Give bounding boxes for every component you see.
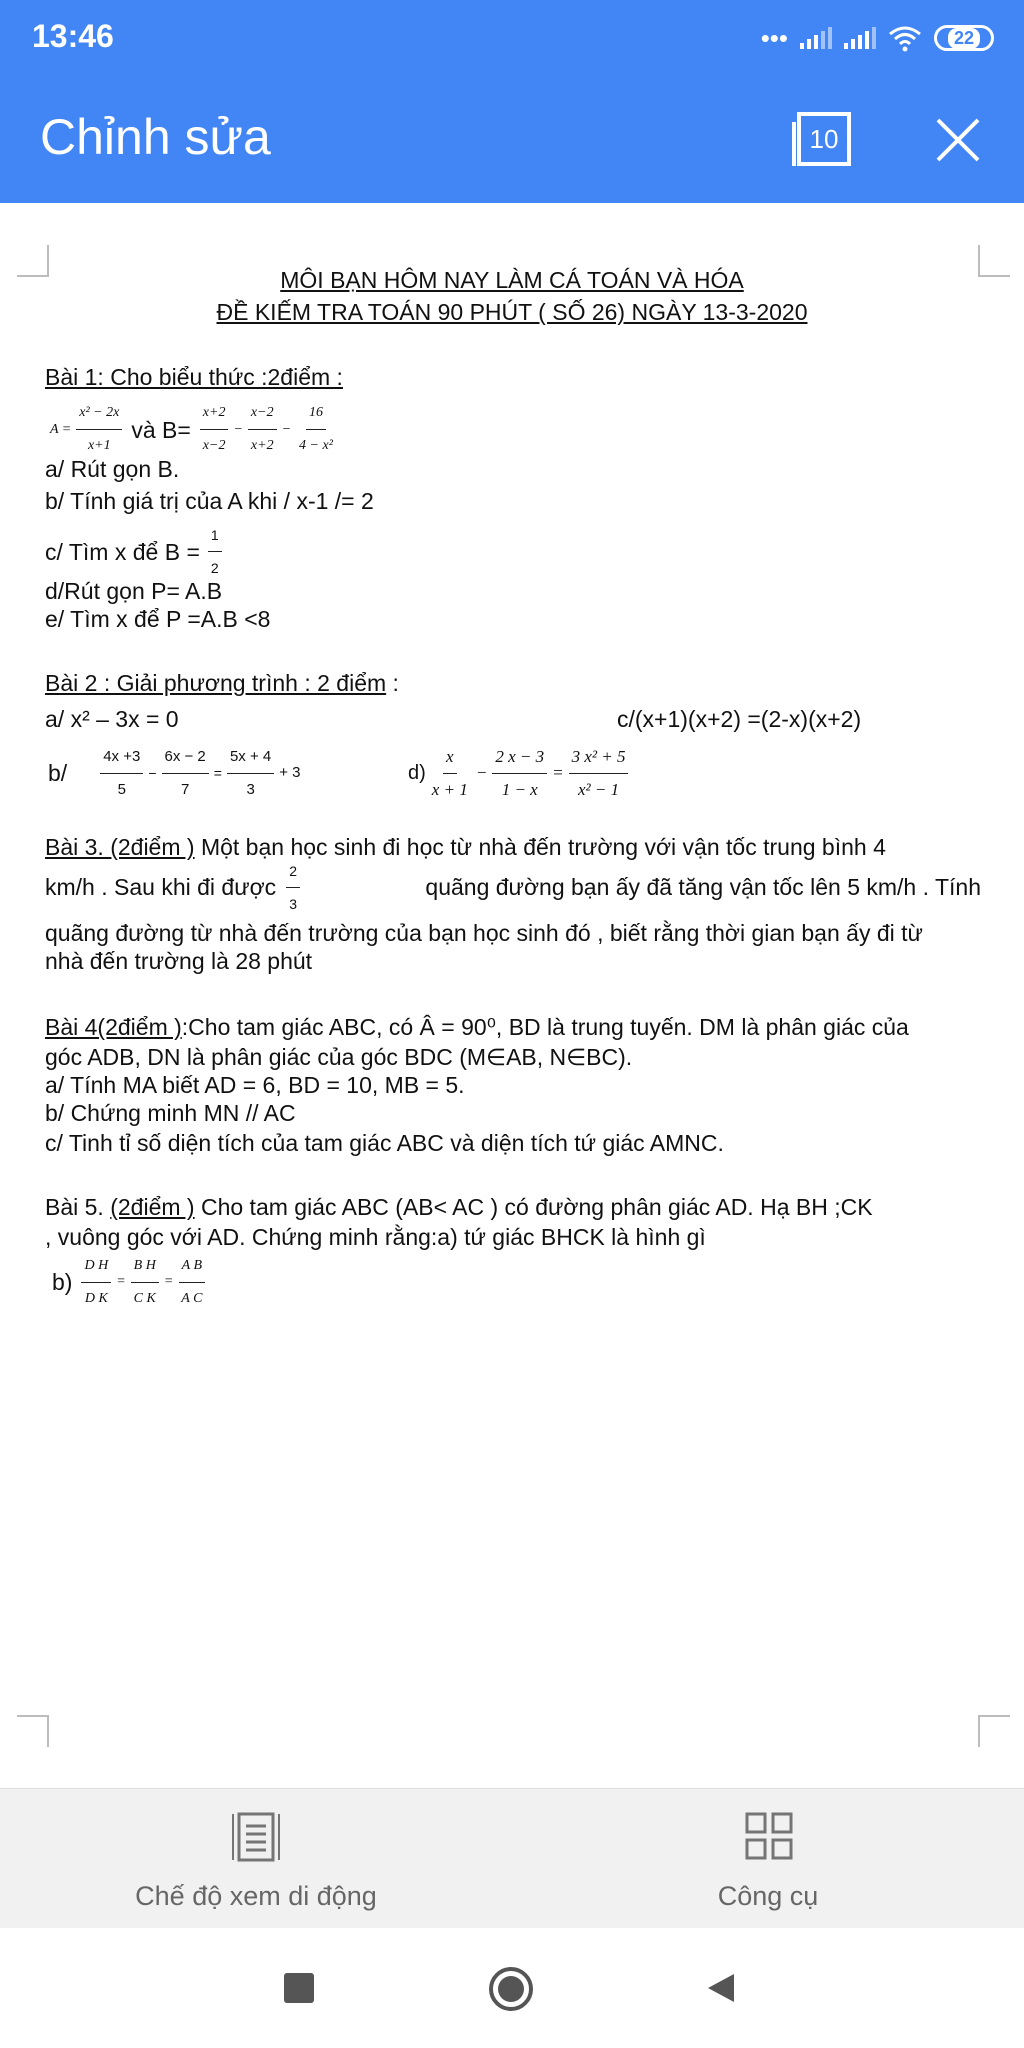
frac-den: 3: [289, 895, 297, 912]
fraction-ab-ac: [178, 1252, 205, 1313]
frac-den: 7: [180, 780, 190, 798]
bai5-line2: , vuông góc với AD. Chứng minh rằng:a) tứ giác BHCK là hình gì: [45, 1224, 706, 1250]
signal-icon-2: [844, 27, 876, 49]
bai5-title: (2điểm ): [110, 1194, 195, 1220]
document-page: [0, 203, 1024, 1788]
doc-header-line2: ĐỀ KIẾM TRA TOÁN 90 PHÚT ( SỐ 26) NGÀY 13-3-2020: [216, 299, 808, 325]
frac-num: 16: [306, 399, 326, 430]
frac-den: x−2: [202, 438, 226, 453]
formula-a-label: A =: [50, 421, 72, 437]
fraction-c: [208, 521, 222, 582]
frac-num: A B: [179, 1252, 205, 1283]
bai2-title-text: Bài 2 : Giải phương trình : 2 điểm: [45, 670, 387, 696]
bai2-b-tail: + 3: [279, 764, 301, 781]
page-count: 10: [809, 123, 839, 154]
status-icons: [761, 18, 994, 58]
frac-num: 1: [208, 521, 222, 552]
fraction-a: [76, 399, 122, 460]
fraction-b3: [296, 399, 336, 460]
frac-den: x+2: [250, 438, 274, 453]
equals-sign: =: [163, 1274, 174, 1289]
bai4-text1: :Cho tam giác ABC, có Â = 90⁰, BD là trung tuyến. DM là phân giác của: [181, 1014, 909, 1040]
frac-den: x+1: [87, 438, 111, 453]
fraction-b2-2: [162, 743, 209, 804]
wifi-icon: [888, 24, 922, 52]
bai3-title: Bài 3. (2điểm ): [45, 834, 195, 860]
frac-den: 2: [210, 560, 219, 576]
frac-den: 3: [246, 780, 255, 798]
mobile-view-label: Chế độ xem di động: [135, 1881, 377, 1911]
frac-num: 2 x − 3: [492, 743, 547, 774]
frac-den: x + 1: [431, 779, 468, 799]
fraction-b1: [200, 399, 229, 460]
page-title: Chỉnh sửa: [40, 109, 271, 165]
frac-num: x² − 2x: [76, 399, 122, 430]
battery-icon: [934, 25, 994, 51]
bai5-b: [52, 1255, 208, 1309]
bottom-toolbar: [0, 1788, 1024, 1929]
bai1-b: b/ Tính giá trị của A khi / x-1 /= 2: [45, 488, 374, 514]
bai1-a: a/ Rút gọn B.: [45, 456, 180, 482]
frac-den: 5: [117, 780, 126, 798]
status-time: 13:46: [32, 18, 114, 54]
close-icon[interactable]: [930, 112, 986, 168]
frac-num: x+2: [200, 399, 229, 430]
equals-sign: =: [213, 765, 222, 781]
app-bar: [0, 0, 1024, 203]
fraction-2-3: [286, 857, 300, 918]
fraction-dh-dk: [81, 1252, 111, 1313]
frac-den: C K: [133, 1290, 156, 1306]
fraction-d-2: [492, 743, 547, 804]
bai2-title-suffix: :: [386, 670, 399, 696]
bai3-text4: nhà đến trường là 28 phút: [45, 948, 313, 974]
home-icon[interactable]: [488, 1966, 534, 2012]
frac-den: D K: [84, 1290, 108, 1306]
dots-icon: •••: [760, 22, 788, 53]
crop-mark-bottom-left: [17, 1715, 49, 1747]
bai4-a: a/ Tính MA biết AD = 6, BD = 10, MB = 5.: [45, 1072, 465, 1098]
bai3-text2b: quãng đường bạn ấy đã tăng vận tốc lên 5 km/h . Tính: [425, 874, 981, 900]
bai4-title: Bài 4(2điểm ): [45, 1014, 182, 1040]
bai4-line2: góc ADB, DN là phân giác của góc BDC (M∈AB, N∈BC).: [45, 1044, 633, 1070]
tools-button[interactable]: [512, 1789, 1024, 1929]
mobile-view-button[interactable]: [0, 1789, 512, 1929]
bai1-c-prefix: c/ Tìm x để B =: [45, 538, 200, 565]
bai2-d: [408, 743, 631, 803]
frac-num: 6x − 2: [162, 743, 209, 774]
bai1-e: e/ Tìm x để P =A.B <8: [45, 606, 271, 632]
bai2-c: c/(x+1)(x+2) =(2-x)(x+2): [617, 706, 862, 732]
bai1-formula: [48, 399, 339, 460]
bai5-b-label: b): [52, 1269, 73, 1295]
system-nav-bar: [0, 1928, 1024, 2048]
frac-num: 2: [286, 857, 300, 888]
battery-level: 22: [948, 28, 980, 49]
fraction-b2-3: [227, 743, 274, 804]
bai1-title: Bài 1: Cho biểu thức :2điểm :: [45, 364, 343, 390]
fraction-bh-ck: [131, 1252, 159, 1313]
page-count-button[interactable]: [797, 112, 851, 166]
bai3-text2a: km/h . Sau khi đi được: [45, 874, 277, 900]
bai2-a: a/ x² – 3x = 0: [45, 706, 179, 732]
bai3-text1: Một bạn học sinh đi học từ nhà đến trường với vận tốc trung bình 4: [200, 834, 886, 860]
fraction-b2-1: [100, 743, 143, 804]
signal-icon-1: [800, 27, 832, 49]
bai3-text3: quãng đường từ nhà đến trường của bạn học sinh đó , biết rằng thời gian bạn ấy đi từ: [45, 920, 923, 946]
tools-label: Công cụ: [717, 1881, 819, 1911]
frac-den: x² − 1: [577, 779, 620, 799]
bai5-title-prefix: Bài 5.: [45, 1194, 104, 1220]
bai2-title: [45, 669, 399, 697]
doc-header-line1: MÔI BẠN HÔM NAY LÀM CÁ TOÁN VÀ HÓA: [280, 267, 744, 293]
crop-mark-bottom-right: [978, 1715, 1010, 1747]
bai2-d-label: d): [408, 762, 426, 784]
fraction-d-3: [569, 743, 629, 804]
fraction-d-1: [429, 743, 471, 804]
bai4-c: c/ Tinh tỉ số diện tích của tam giác ABC và diện tích tứ giác AMNC.: [45, 1130, 724, 1156]
mobile-view-icon: [232, 1811, 280, 1863]
frac-num: 4x +3: [100, 743, 143, 774]
equals-sign: =: [116, 1274, 126, 1289]
frac-den: 1 − x: [501, 779, 538, 799]
minus-sign: −: [148, 765, 157, 781]
recents-icon[interactable]: [282, 1971, 316, 2005]
frac-num: 3 x² + 5: [569, 743, 629, 774]
bai5-text1: Cho tam giác ABC (AB< AC ) có đường phân giác AD. Hạ BH ;CK: [200, 1194, 873, 1220]
bai1-c: [45, 521, 225, 582]
bai2-b-label: b/: [48, 760, 68, 786]
frac-den: 4 − x²: [299, 438, 333, 453]
minus-sign: −: [475, 763, 488, 782]
frac-num: D H: [81, 1252, 111, 1283]
bai3-line2: [45, 862, 981, 912]
frac-num: B H: [131, 1252, 159, 1283]
bai4-b: b/ Chứng minh MN // AC: [45, 1100, 296, 1126]
back-icon[interactable]: [704, 1971, 738, 2005]
frac-den: A C: [181, 1290, 203, 1306]
bai4-line1: [45, 1013, 909, 1041]
grid-icon: [744, 1811, 794, 1861]
frac-num: 5x + 4: [227, 743, 274, 774]
bai5-line1: [45, 1193, 873, 1221]
frac-num: x: [443, 743, 457, 774]
frac-num: x−2: [248, 399, 277, 430]
equals-sign: =: [552, 763, 564, 782]
minus-sign: −: [233, 421, 243, 437]
fraction-b2: [248, 399, 277, 460]
bai1-d: d/Rút gọn P= A.B: [45, 578, 223, 604]
bai2-b: [48, 743, 303, 803]
formula-and-b: và B=: [131, 416, 191, 443]
minus-sign: −: [281, 421, 292, 437]
